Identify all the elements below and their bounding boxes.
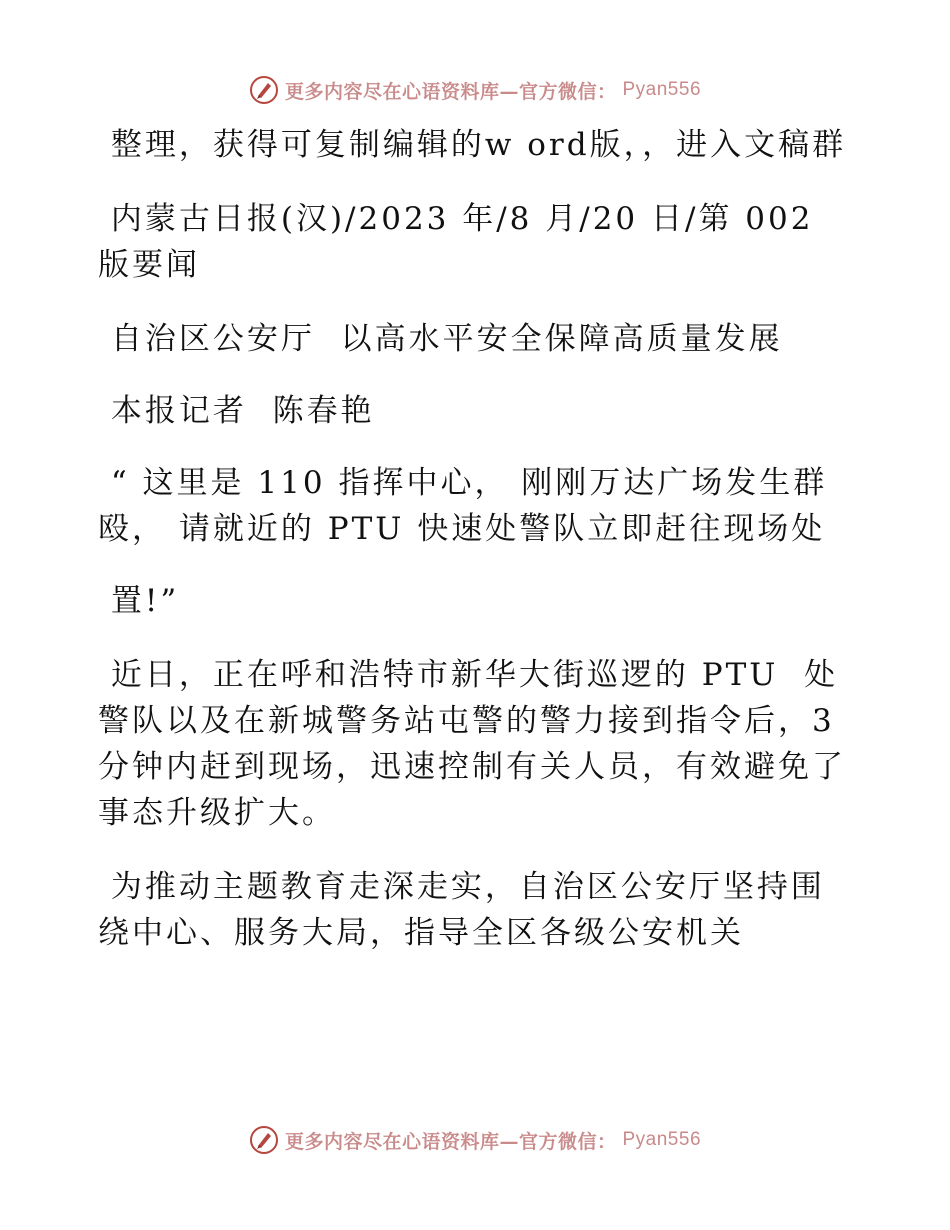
document-body [98,122,858,984]
body-paragraph-2: 为推动主题教育走深走实，自治区公安厅坚持围绕中心、服务大局，指导全区各级公安机关 [98,869,825,951]
header-banner-content [249,75,701,105]
intro-text: 整理，获得可复制编辑的w ord版，，进入文稿群 [98,127,847,163]
quote-paragraph: “ 这里是 110 指挥中心， 刚刚万达广场发生群殴， 请就近的 PTU 快速处警队立即赶往现场处 [98,465,828,547]
footer-banner-content [249,1125,701,1155]
footer-wechat-id: Pyan556 [622,1129,702,1150]
header-banner-text: 更多内容尽在心语资料库—官方微信： [284,80,617,103]
footer-banner [0,1120,950,1160]
quote-ending: 置!” [98,583,180,619]
byline: 本报记者 陈春艳 [98,393,375,429]
body-paragraph-1: 近日，正在呼和浩特市新华大街巡逻的 PTU 处警队以及在新城警务站屯警的警力接到指令后，3分钟内赶到现场，迅速控制有关人员，有效避免了事态升级扩大。 [98,657,846,831]
source-line: 内蒙古日报(汉)/2023 年/8 月/20 日/第 002 版要闻 [98,201,827,283]
headline: 自治区公安厅 以高水平安全保障高质量发展 [98,321,783,357]
pen-logo-icon [249,75,279,105]
pen-logo-icon [249,1125,279,1155]
header-wechat-id: Pyan556 [622,79,702,100]
header-banner [0,70,950,110]
footer-banner-text: 更多内容尽在心语资料库—官方微信： [284,1130,617,1153]
